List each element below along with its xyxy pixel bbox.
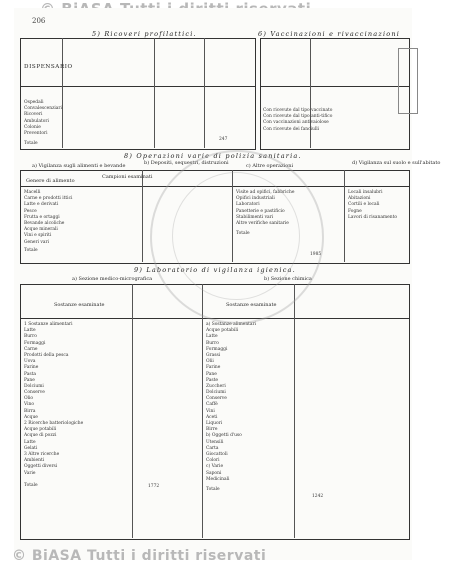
table-row: Lavori di risanamento xyxy=(348,214,397,220)
table-row: Vino xyxy=(24,402,34,408)
campioni-header: Campioni esaminati xyxy=(102,174,153,180)
table-row: Stabilimenti vari xyxy=(236,214,274,220)
table-operazioni-col-rule xyxy=(142,170,143,262)
table-row: Dolciumi xyxy=(206,390,226,396)
table-row: Cortili e locali xyxy=(348,202,380,208)
table-suolo-rows xyxy=(348,190,406,221)
table-row: Birra xyxy=(24,408,36,414)
subsection-vigilanza-suolo: d) Vigilanza sul suolo e sull'abitato xyxy=(352,160,441,166)
table-row: 1 Sostanze alimentari xyxy=(24,322,73,327)
section-title-vaccinazioni: 6) Vaccinazioni e rivaccinazioni xyxy=(258,30,401,38)
subsection-depositi: b) Depositi, sequestri, distruzioni xyxy=(144,160,229,166)
table-row: Prodotti della pesca xyxy=(24,352,69,358)
table-ricoveri-col-rule xyxy=(62,38,63,148)
table-row: Carta xyxy=(206,445,219,451)
table-ricoveri-header-rule xyxy=(20,86,256,87)
subsection-vigilanza-alimenti: a) Vigilanza sugli alimenti e bevande xyxy=(32,163,126,169)
micro-total: 1772 xyxy=(148,484,160,489)
table-row: Liquori xyxy=(206,421,223,426)
table-row: Acque di pozzi xyxy=(24,433,57,439)
table-row: Visite ad opifici, fabbriche xyxy=(236,190,295,195)
table-row: Con ricevute dal tipo anti-tifico xyxy=(263,114,333,120)
table-row: Pane xyxy=(206,371,217,377)
dispensario-header: DISPENSARIO xyxy=(24,64,73,70)
table-laboratorio-col-rule-2 xyxy=(294,284,295,538)
genere-header: Genere di alimento xyxy=(26,178,75,184)
table-row: Farine xyxy=(206,365,221,371)
table-row: Utensili xyxy=(206,439,224,445)
table-row: c) Varie xyxy=(206,464,224,470)
table-row: Panetterie e pastificio xyxy=(236,208,285,214)
table-row: Olio xyxy=(24,396,34,402)
table-row: Ambienti xyxy=(24,458,45,464)
table-row: Acque potabili xyxy=(206,328,239,334)
table-row: a) Sostanze alimentari xyxy=(206,322,257,327)
table-row: Macelli xyxy=(24,190,41,195)
table-row: Con ricevute dei fanciulli xyxy=(263,126,320,132)
table-row: Dolciumi xyxy=(24,383,44,389)
table-row: Abitazioni xyxy=(348,196,371,202)
table-row: Acque xyxy=(24,414,38,420)
section-title-laboratorio: 9) Laboratorio di vigilanza igienica. xyxy=(134,266,296,274)
table-row: Giocattoli xyxy=(206,451,228,457)
section-title-operazioni: 8) Operazioni varie di polizia sanitaria. xyxy=(124,152,302,160)
table-row: Con ricevute dal tipo vaccinato xyxy=(263,108,333,113)
table-row: Bevande alcoliche xyxy=(24,220,65,226)
table-operazioni-col-rule-3 xyxy=(344,170,345,262)
table-row: Pesce xyxy=(24,208,37,214)
table-row: Medicinali xyxy=(206,476,230,482)
table-row: Con vaccinazioni antivaiolose xyxy=(263,120,329,126)
table-row: Totale xyxy=(24,141,38,147)
table-row: Vini e spiriti xyxy=(24,233,52,239)
table-row: Totale xyxy=(24,247,38,253)
table-row: Paste xyxy=(206,377,218,383)
table-row: 2 Ricerche batteriologiche xyxy=(24,421,84,426)
table-row: Gelati xyxy=(24,445,38,451)
table-row: Ricoveri xyxy=(24,112,43,118)
table-row: Burro xyxy=(206,340,219,346)
table-row: Oggetti diversi xyxy=(24,464,58,470)
table-row: Totale xyxy=(236,231,250,237)
table-row: Pasta xyxy=(24,371,37,377)
table-row: Olii xyxy=(206,359,214,365)
table-row: 3 Altre ricerche xyxy=(24,451,60,457)
table-row: Zuccheri xyxy=(206,383,226,389)
table-ricoveri-total: 247 xyxy=(219,137,228,142)
table-row: Locali insalubri xyxy=(348,190,383,195)
section-title-ricoveri: 5) Ricoveri profilattici. xyxy=(92,30,197,38)
table-row: Aceti xyxy=(206,414,218,420)
table-row: Vini xyxy=(206,408,215,414)
table-row: Caffè xyxy=(206,402,218,408)
table-vaccinazioni xyxy=(260,38,410,150)
table-row: Laboratori xyxy=(236,202,260,208)
table-row: Ospedali xyxy=(24,100,44,105)
table-row: Burro xyxy=(24,334,37,340)
table-vaccinazioni-rows xyxy=(263,108,333,133)
table-row: Grassi xyxy=(206,352,221,358)
archive-stamp xyxy=(398,48,418,114)
table-row: Latte e derivati xyxy=(24,202,59,208)
table-altre-total: 1985 xyxy=(310,252,322,257)
table-row: Birre xyxy=(206,427,218,433)
table-ricoveri-rows xyxy=(24,100,62,147)
table-row: Fogne xyxy=(348,208,362,214)
table-row: Conserve xyxy=(206,396,227,402)
table-row: Varie xyxy=(24,470,36,476)
library-seal-inner xyxy=(172,172,300,300)
table-vaccinazioni-header-rule xyxy=(260,86,410,87)
table-row: Conserve xyxy=(24,390,45,396)
subsection-altre-operazioni: c) Altre operazioni xyxy=(246,163,294,169)
table-row: b) Oggetti d'uso xyxy=(206,433,242,439)
table-row: Saponi xyxy=(206,470,222,476)
table-row: Uova xyxy=(24,359,36,365)
table-row: Altre verifiche sanitarie xyxy=(236,220,289,226)
table-micro-rows xyxy=(24,322,130,489)
table-row: Farine xyxy=(24,365,39,371)
table-row: Colori xyxy=(206,458,220,464)
sostanze-header-micro: Sostanze esaminate xyxy=(54,302,105,308)
table-laboratorio-col-rule xyxy=(132,284,133,538)
table-row: Colonie xyxy=(24,124,41,130)
table-row: Totale xyxy=(206,486,220,492)
table-row: Totale xyxy=(24,482,38,488)
table-chem-rows xyxy=(206,322,292,493)
page-number: 206 xyxy=(32,17,46,25)
table-row: Pane xyxy=(24,377,35,383)
table-vigilanza-rows xyxy=(24,190,100,254)
table-row: Latte xyxy=(24,439,36,445)
table-row: Preventori xyxy=(24,130,48,136)
table-row: Generi vari xyxy=(24,239,50,245)
subsection-chimica: b) Sezione chimica xyxy=(264,276,312,282)
chem-total: 1242 xyxy=(312,494,324,499)
table-ricoveri-col-rule-3 xyxy=(204,38,205,148)
table-laboratorio-split xyxy=(202,284,203,538)
table-row: Opifici industriali xyxy=(236,196,275,202)
table-row: Latte xyxy=(24,328,36,334)
table-row: Carne e prodotti ittici xyxy=(24,196,73,202)
table-row: Frutta e ortaggi xyxy=(24,214,60,220)
table-row: Formaggi xyxy=(24,340,46,346)
table-row: Ambulatori xyxy=(24,118,49,124)
sostanze-header-chim: Sostanze esaminate xyxy=(226,302,277,308)
watermark-bottom: © BiASA Tutti i diritti riservati xyxy=(12,548,267,564)
table-row: Formaggi xyxy=(206,346,228,352)
subsection-micrografica: a) Sezione medico-micrografica xyxy=(72,276,153,282)
table-row: Acque minerali xyxy=(24,227,58,233)
table-row: Convalescenziari xyxy=(24,106,62,112)
table-row: Latte xyxy=(206,334,218,340)
table-row: Acque potabili xyxy=(24,427,57,433)
table-row: Carne xyxy=(24,346,38,352)
table-ricoveri-col-rule-2 xyxy=(154,38,155,148)
